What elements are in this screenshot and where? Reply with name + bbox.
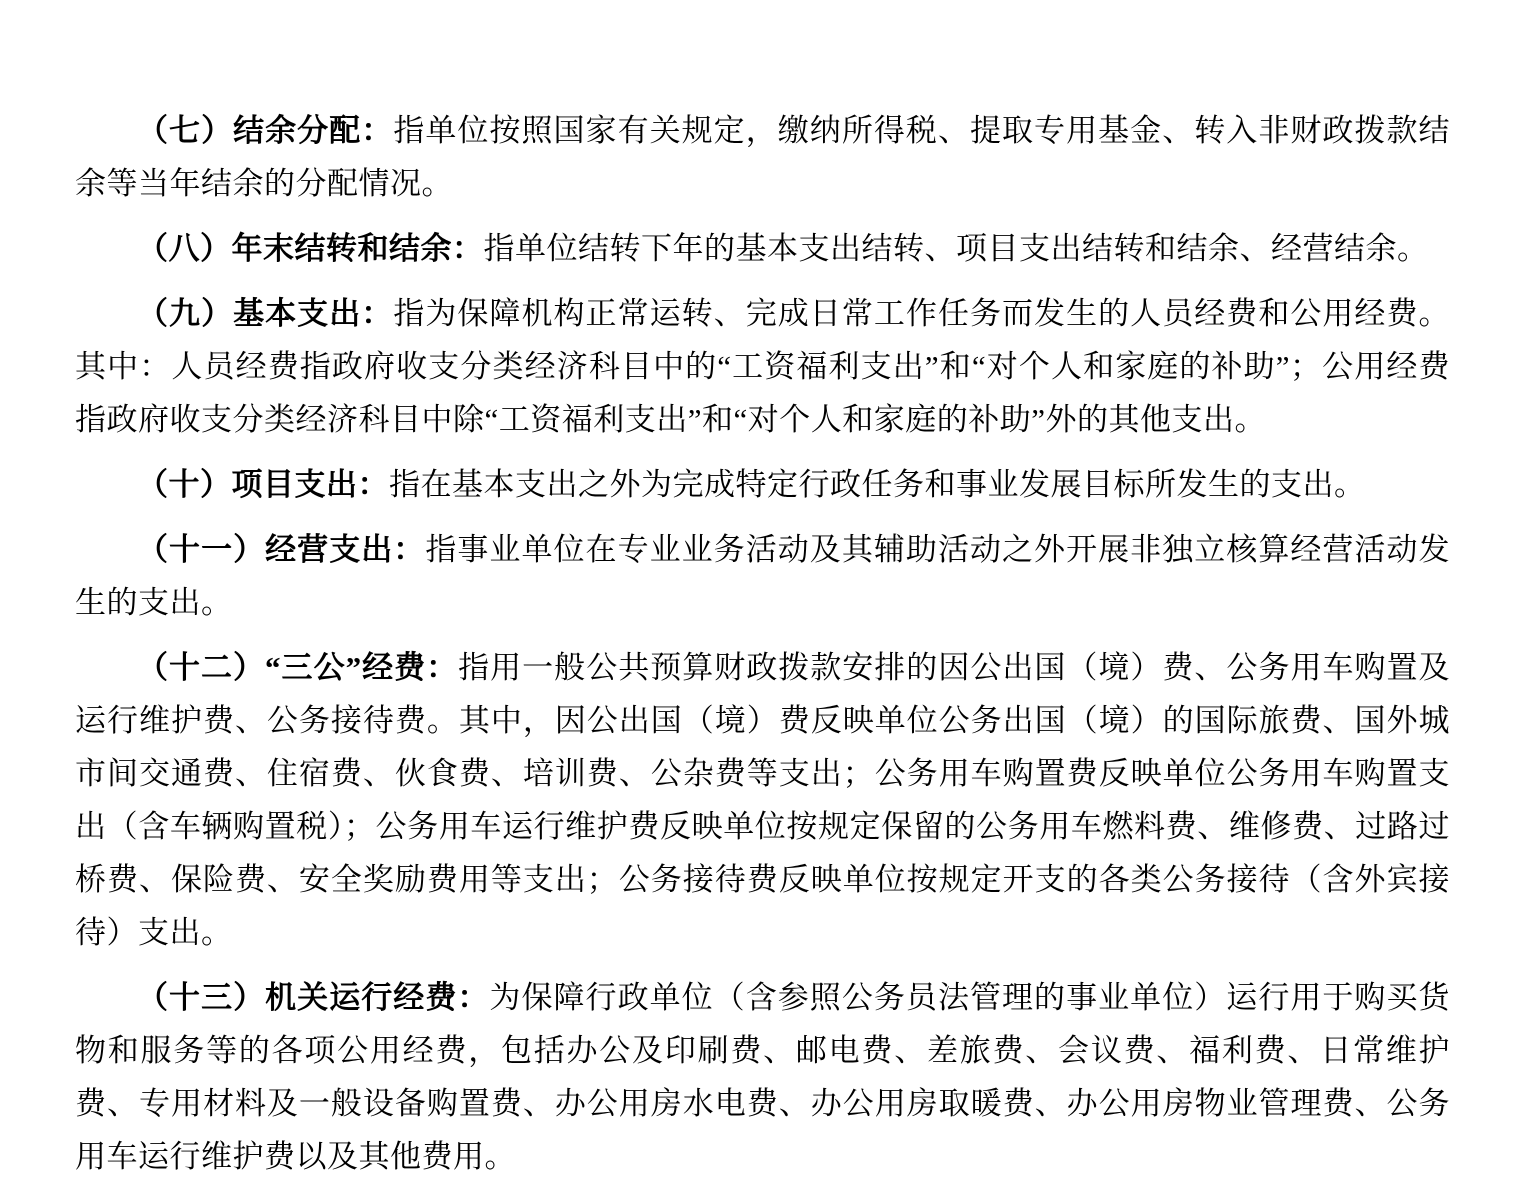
term-definition: 指事业单位在专业业务活动及其辅助活动之外开展非独立核算经营活动发生的支出。 [75,532,1451,620]
definition-paragraph-13 [75,971,1450,1183]
term-label: （九）基本支出： [137,296,394,331]
term-label: （十一）经营支出： [137,532,426,567]
term-definition: 指用一般公共预算财政拨款安排的因公出国（境）费、公务用车购置及运行维护费、公务接待费。其中，因公出国（境）费反映单位公务出国（境）的国际旅费、国外城市间交通费、住宿费、伙食费、培训费、公杂费等支出；公务用车购置费反映单位公务用车购置支出（含车辆购置税）；公务用车运行维护费反映单位按规定保留的公务用车燃料费、维修费、过路过桥费、保险费、安全奖励费用等支出；公务接待费反映单位按规定开支的各类公务接待（含外宾接待）支出。 [75,650,1451,950]
term-label: （七）结余分配： [137,113,394,148]
term-definition: 指单位按照国家有关规定，缴纳所得税、提取专用基金、转入非财政拨款结余等当年结余的分配情况。 [75,113,1451,201]
definition-paragraph-10 [75,458,1450,511]
definition-paragraph-7 [75,104,1450,210]
term-definition: 为保障行政单位（含参照公务员法管理的事业单位）运行用于购买货物和服务等的各项公用经费，包括办公及印刷费、邮电费、差旅费、会议费、福利费、日常维护费、专用材料及一般设备购置费、办公用房水电费、办公用房取暖费、办公用房物业管理费、公务用车运行维护费以及其他费用。 [75,980,1451,1174]
term-definition: 指在基本支出之外为完成特定行政任务和事业发展目标所发生的支出。 [389,467,1366,502]
term-label: （八）年末结转和结余： [137,231,484,266]
definition-paragraph-8 [75,222,1450,275]
term-definition: 指为保障机构正常运转、完成日常工作任务而发生的人员经费和公用经费。其中：人员经费指政府收支分类经济科目中的“工资福利支出”和“对个人和家庭的补助”；公用经费指政府收支分类经济科目中除“工资福利支出”和“对个人和家庭的补助”外的其他支出。 [75,296,1451,437]
definition-paragraph-11 [75,523,1450,629]
term-label: （十）项目支出： [137,467,389,502]
term-definition: 指单位结转下年的基本支出结转、项目支出结转和结余、经营结余。 [483,231,1429,266]
term-label: （十二）“三公”经费： [137,650,459,685]
term-label: （十三）机关运行经费： [137,980,490,1015]
definition-paragraph-9 [75,287,1450,446]
definition-paragraph-12 [75,641,1450,959]
